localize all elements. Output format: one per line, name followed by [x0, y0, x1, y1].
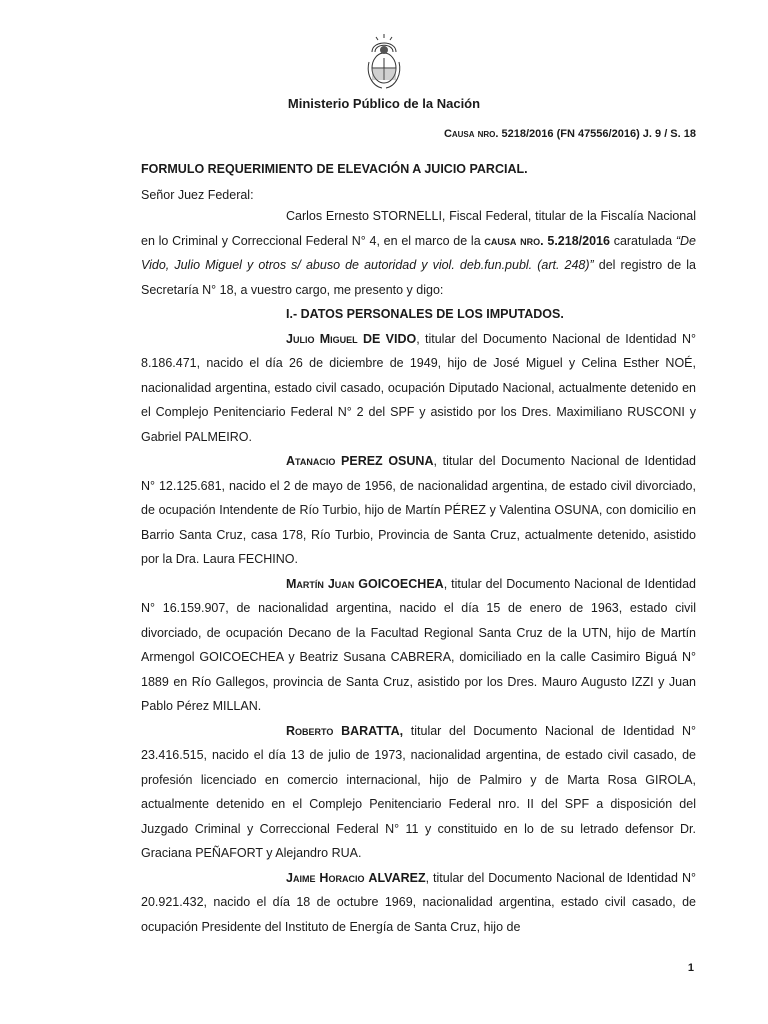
intro-causa-number: 5.218/2016: [547, 233, 610, 248]
person-name-given: Martín Juan: [286, 576, 355, 591]
person-paragraph: [141, 327, 696, 450]
greeting: Señor Juez Federal:: [141, 188, 254, 202]
person-paragraph: [141, 572, 696, 719]
causa-label: Causa nro.: [443, 128, 499, 140]
person-details: , titular del Documento Nacional de Identidad N° 8.186.471, nacido el día 26 de diciembre de 1949, hijo de José Miguel y Celina Esther NOÉ, nacionalidad argentina, estado civil casado, ocupación Diputado Nacional, actualmente detenido en el Complejo Penitenciario Federal N° 2 del SPF y asistido por los Dres. Maximiliano RUSCONI y Gabriel PALMEIRO.: [141, 331, 696, 444]
person-details: , titular del Documento Nacional de Identidad N° 12.125.681, nacido el 2 de mayo de 1956, de nacionalidad argentina, de estado civil divorciado, de ocupación Intendente de Río Turbio, hijo de Martín PÉREZ y Valentina OSUNA, con domicilio en Barrio Santa Cruz, casa 178, Río Turbio, Provincia de Santa Cruz, actualmente detenido, asistido por la Dra. Laura FECHINO.: [141, 454, 696, 566]
person-name-given: Julio Miguel: [286, 331, 358, 346]
person-name-surname: DE VIDO: [362, 331, 417, 346]
causa-value: 5218/2016 (FN 47556/2016) J. 9 / S. 18: [501, 128, 696, 140]
intro-caratula: “De Vido, Julio Miguel y otros s/ abuso de autoridad y viol. deb.fun.publ. (art. 248)”: [141, 233, 696, 272]
intro-paragraph: [141, 204, 696, 302]
person-name-given: Roberto: [286, 723, 334, 738]
person-name-surname: GOICOECHEA: [358, 576, 444, 591]
person-details: , titular del Documento Nacional de Identidad N° 20.921.432, nacido el día 18 de octubre 1969, nacionalidad argentina, estado civil casado, de ocupación Presidente del Instituto de Energía de Santa Cruz, hijo de: [141, 870, 696, 934]
person-name-surname: BARATTA,: [341, 723, 404, 738]
person-name-given: Atanacio: [286, 454, 336, 468]
person-details: , titular del Documento Nacional de Identidad N° 16.159.907, de nacionalidad argentina, nacido el día 15 de enero de 1963, estado civil divorciado, de ocupación Decano de la Facultad Regional Santa Cruz de la UTN, hijo de Martín Armengol GOICOECHEA y Beatriz Susana CABRERA, domiciliado en la calle Casimiro Biguá N° 1889 en Río Gallegos, provincia de Santa Cruz, asistido por los Dres. Mauro Augusto IZZI y Juan Pablo Pérez MILLAN.: [141, 576, 696, 713]
intro-causa-label: causa nro.: [484, 233, 544, 248]
ministry-header: Ministerio Público de la Nación: [287, 96, 481, 111]
page-number: 1: [687, 962, 694, 974]
person-details: titular del Documento Nacional de Identidad N° 23.416.515, nacido el día 13 de julio de 1973, nacionalidad argentina, de estado civil casado, de profesión licenciado en comercio internacional, hijo de Palmiro y de Marta Rosa GIROLA, actualmente detenido en el Complejo Penitenciario Federal nro. II del SPF a disposición del Juzgado Criminal y Correccional Federal N° 11 y constituido en lo de su letrado defensor Dr. Graciana PEÑAFORT y Alejandro RUA.: [141, 723, 696, 860]
argentine-coat-of-arms-icon: [364, 32, 404, 92]
causa-reference: [444, 128, 696, 140]
person-paragraph: [141, 719, 696, 866]
document-body: [141, 204, 696, 939]
intro-text-1: Carlos Ernesto STORNELLI, Fiscal Federal, titular de la Fiscalía Nacional en lo Criminal y Correccional Federal N° 4, en el marco de la: [141, 209, 696, 248]
intro-text-3: del registro de la Secretaría N° 18, a vuestro cargo, me presento y digo:: [141, 258, 696, 297]
person-name-surname: ALVAREZ: [368, 870, 426, 885]
person-name-surname: PEREZ OSUNA: [341, 454, 434, 468]
document-title: FORMULO REQUERIMIENTO DE ELEVACIÓN A JUICIO PARCIAL.: [141, 162, 528, 176]
person-paragraph: [141, 449, 696, 572]
section-heading: I.- DATOS PERSONALES DE LOS IMPUTADOS.: [286, 307, 564, 321]
person-name-given: Jaime Horacio: [286, 870, 365, 885]
person-paragraph: [141, 866, 696, 940]
intro-text-2: caratulada: [613, 233, 673, 248]
